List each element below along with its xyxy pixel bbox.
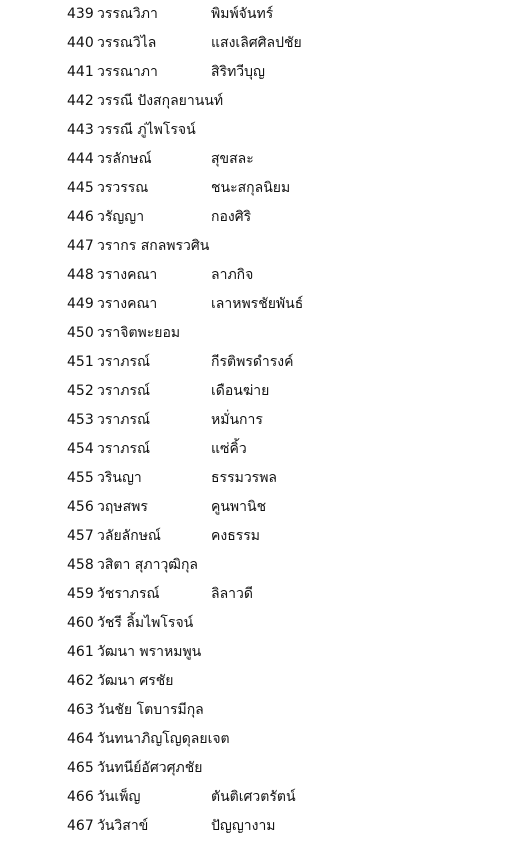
list-item <box>0 116 531 145</box>
list-item <box>0 58 531 87</box>
list-item <box>0 290 531 319</box>
list-item <box>0 522 531 551</box>
first-name: วรรณี ปังสกุลยานนท์ <box>97 93 224 109</box>
first-name: วรรณวิไล <box>97 35 157 51</box>
entry-number: 453 <box>67 412 94 428</box>
first-name: วราภรณ์ <box>97 441 150 457</box>
last-name: เดือนฆ่าย <box>211 383 270 399</box>
list-item <box>0 87 531 116</box>
last-name: แซ่คิ้ว <box>211 441 247 457</box>
first-name: วัชราภรณ์ <box>97 586 160 602</box>
first-name: วรินญา <box>97 470 142 486</box>
last-name: ลาภกิจ <box>211 267 254 283</box>
first-name: วรรณาภา <box>97 64 158 80</box>
list-item <box>0 754 531 783</box>
entry-number: 439 <box>67 6 94 22</box>
first-name: วรวรรณ <box>97 180 149 196</box>
last-name: หมั่นการ <box>211 412 263 428</box>
first-name: วันทนาภิญโญดุลยเจต <box>97 731 230 747</box>
entry-number: 455 <box>67 470 94 486</box>
entry-number: 449 <box>67 296 94 312</box>
list-item <box>0 145 531 174</box>
list-item <box>0 261 531 290</box>
list-item <box>0 0 531 29</box>
list-item <box>0 783 531 812</box>
first-name: วัฒนา พราหมพูน <box>97 644 202 660</box>
list-item <box>0 812 531 841</box>
list-item <box>0 29 531 58</box>
list-item <box>0 435 531 464</box>
entry-number: 447 <box>67 238 94 254</box>
last-name: ปัญญางาม <box>211 818 276 834</box>
entry-number: 442 <box>67 93 94 109</box>
last-name: เลาหพรชัยพันธ์ <box>211 296 304 312</box>
last-name: พิมพ์จันทร์ <box>211 6 274 22</box>
entry-number: 464 <box>67 731 94 747</box>
last-name: สุขสละ <box>211 151 254 167</box>
entry-number: 440 <box>67 35 94 51</box>
list-item <box>0 551 531 580</box>
list-item <box>0 319 531 348</box>
entry-number: 462 <box>67 673 94 689</box>
list-item <box>0 667 531 696</box>
entry-number: 454 <box>67 441 94 457</box>
list-item <box>0 174 531 203</box>
last-name: กีรติพรดำรงค์ <box>211 354 294 370</box>
last-name: คูนพานิช <box>211 499 267 515</box>
entry-number: 443 <box>67 122 94 138</box>
last-name: คงธรรม <box>211 528 261 544</box>
entry-number: 458 <box>67 557 94 573</box>
list-item <box>0 580 531 609</box>
last-name: กองศิริ <box>211 209 252 225</box>
list-item <box>0 696 531 725</box>
last-name: แสงเลิศศิลปชัย <box>211 35 302 51</box>
entry-number: 465 <box>67 760 94 776</box>
last-name: ลิลาวดี <box>211 586 253 602</box>
list-item <box>0 725 531 754</box>
entry-number: 461 <box>67 644 94 660</box>
entry-number: 444 <box>67 151 94 167</box>
first-name: วรางคณา <box>97 296 158 312</box>
entry-number: 452 <box>67 383 94 399</box>
first-name: วราจิตพะยอม <box>97 325 181 341</box>
first-name: วรางคณา <box>97 267 158 283</box>
first-name: วราภรณ์ <box>97 412 150 428</box>
list-item <box>0 493 531 522</box>
entry-number: 441 <box>67 64 94 80</box>
first-name: วรรณี ภู่ไพโรจน์ <box>97 122 196 138</box>
list-item <box>0 232 531 261</box>
list-item <box>0 406 531 435</box>
entry-number: 445 <box>67 180 94 196</box>
first-name: วันทนีย์อัศวศุภชัย <box>97 760 203 776</box>
entry-number: 451 <box>67 354 94 370</box>
last-name: ธรรมวรพล <box>211 470 278 486</box>
first-name: วลัยลักษณ์ <box>97 528 161 544</box>
first-name: วรัญญา <box>97 209 145 225</box>
first-name: วัชรี ลิ้มไพโรจน์ <box>97 615 194 631</box>
first-name: วสิตา สุภาวุฒิกุล <box>97 557 199 573</box>
list-item <box>0 638 531 667</box>
entry-number: 460 <box>67 615 94 631</box>
entry-number: 450 <box>67 325 94 341</box>
list-item <box>0 609 531 638</box>
first-name: วันเพ็ญ <box>97 789 141 805</box>
first-name: วฤษสพร <box>97 499 148 515</box>
first-name: วราภรณ์ <box>97 354 150 370</box>
list-item <box>0 377 531 406</box>
first-name: วันชัย โตบารมีกุล <box>97 702 204 718</box>
entry-number: 457 <box>67 528 94 544</box>
last-name: ชนะสกุลนิยม <box>211 180 291 196</box>
first-name: วราภรณ์ <box>97 383 150 399</box>
entry-number: 446 <box>67 209 94 225</box>
last-name: สิริทวีบุญ <box>211 64 265 80</box>
first-name: วรากร สกลพรวศิน <box>97 238 210 254</box>
first-name: วัฒนา ศรชัย <box>97 673 174 689</box>
list-item <box>0 348 531 377</box>
first-name: วรลักษณ์ <box>97 151 152 167</box>
list-item <box>0 203 531 232</box>
first-name: วรรณวิภา <box>97 6 158 22</box>
entry-number: 467 <box>67 818 94 834</box>
first-name: วันวิสาข์ <box>97 818 149 834</box>
entry-number: 463 <box>67 702 94 718</box>
entry-number: 456 <box>67 499 94 515</box>
entry-number: 448 <box>67 267 94 283</box>
entry-number: 466 <box>67 789 94 805</box>
list-item <box>0 464 531 493</box>
last-name: ตันติเศวตรัตน์ <box>211 789 296 805</box>
entry-number: 459 <box>67 586 94 602</box>
